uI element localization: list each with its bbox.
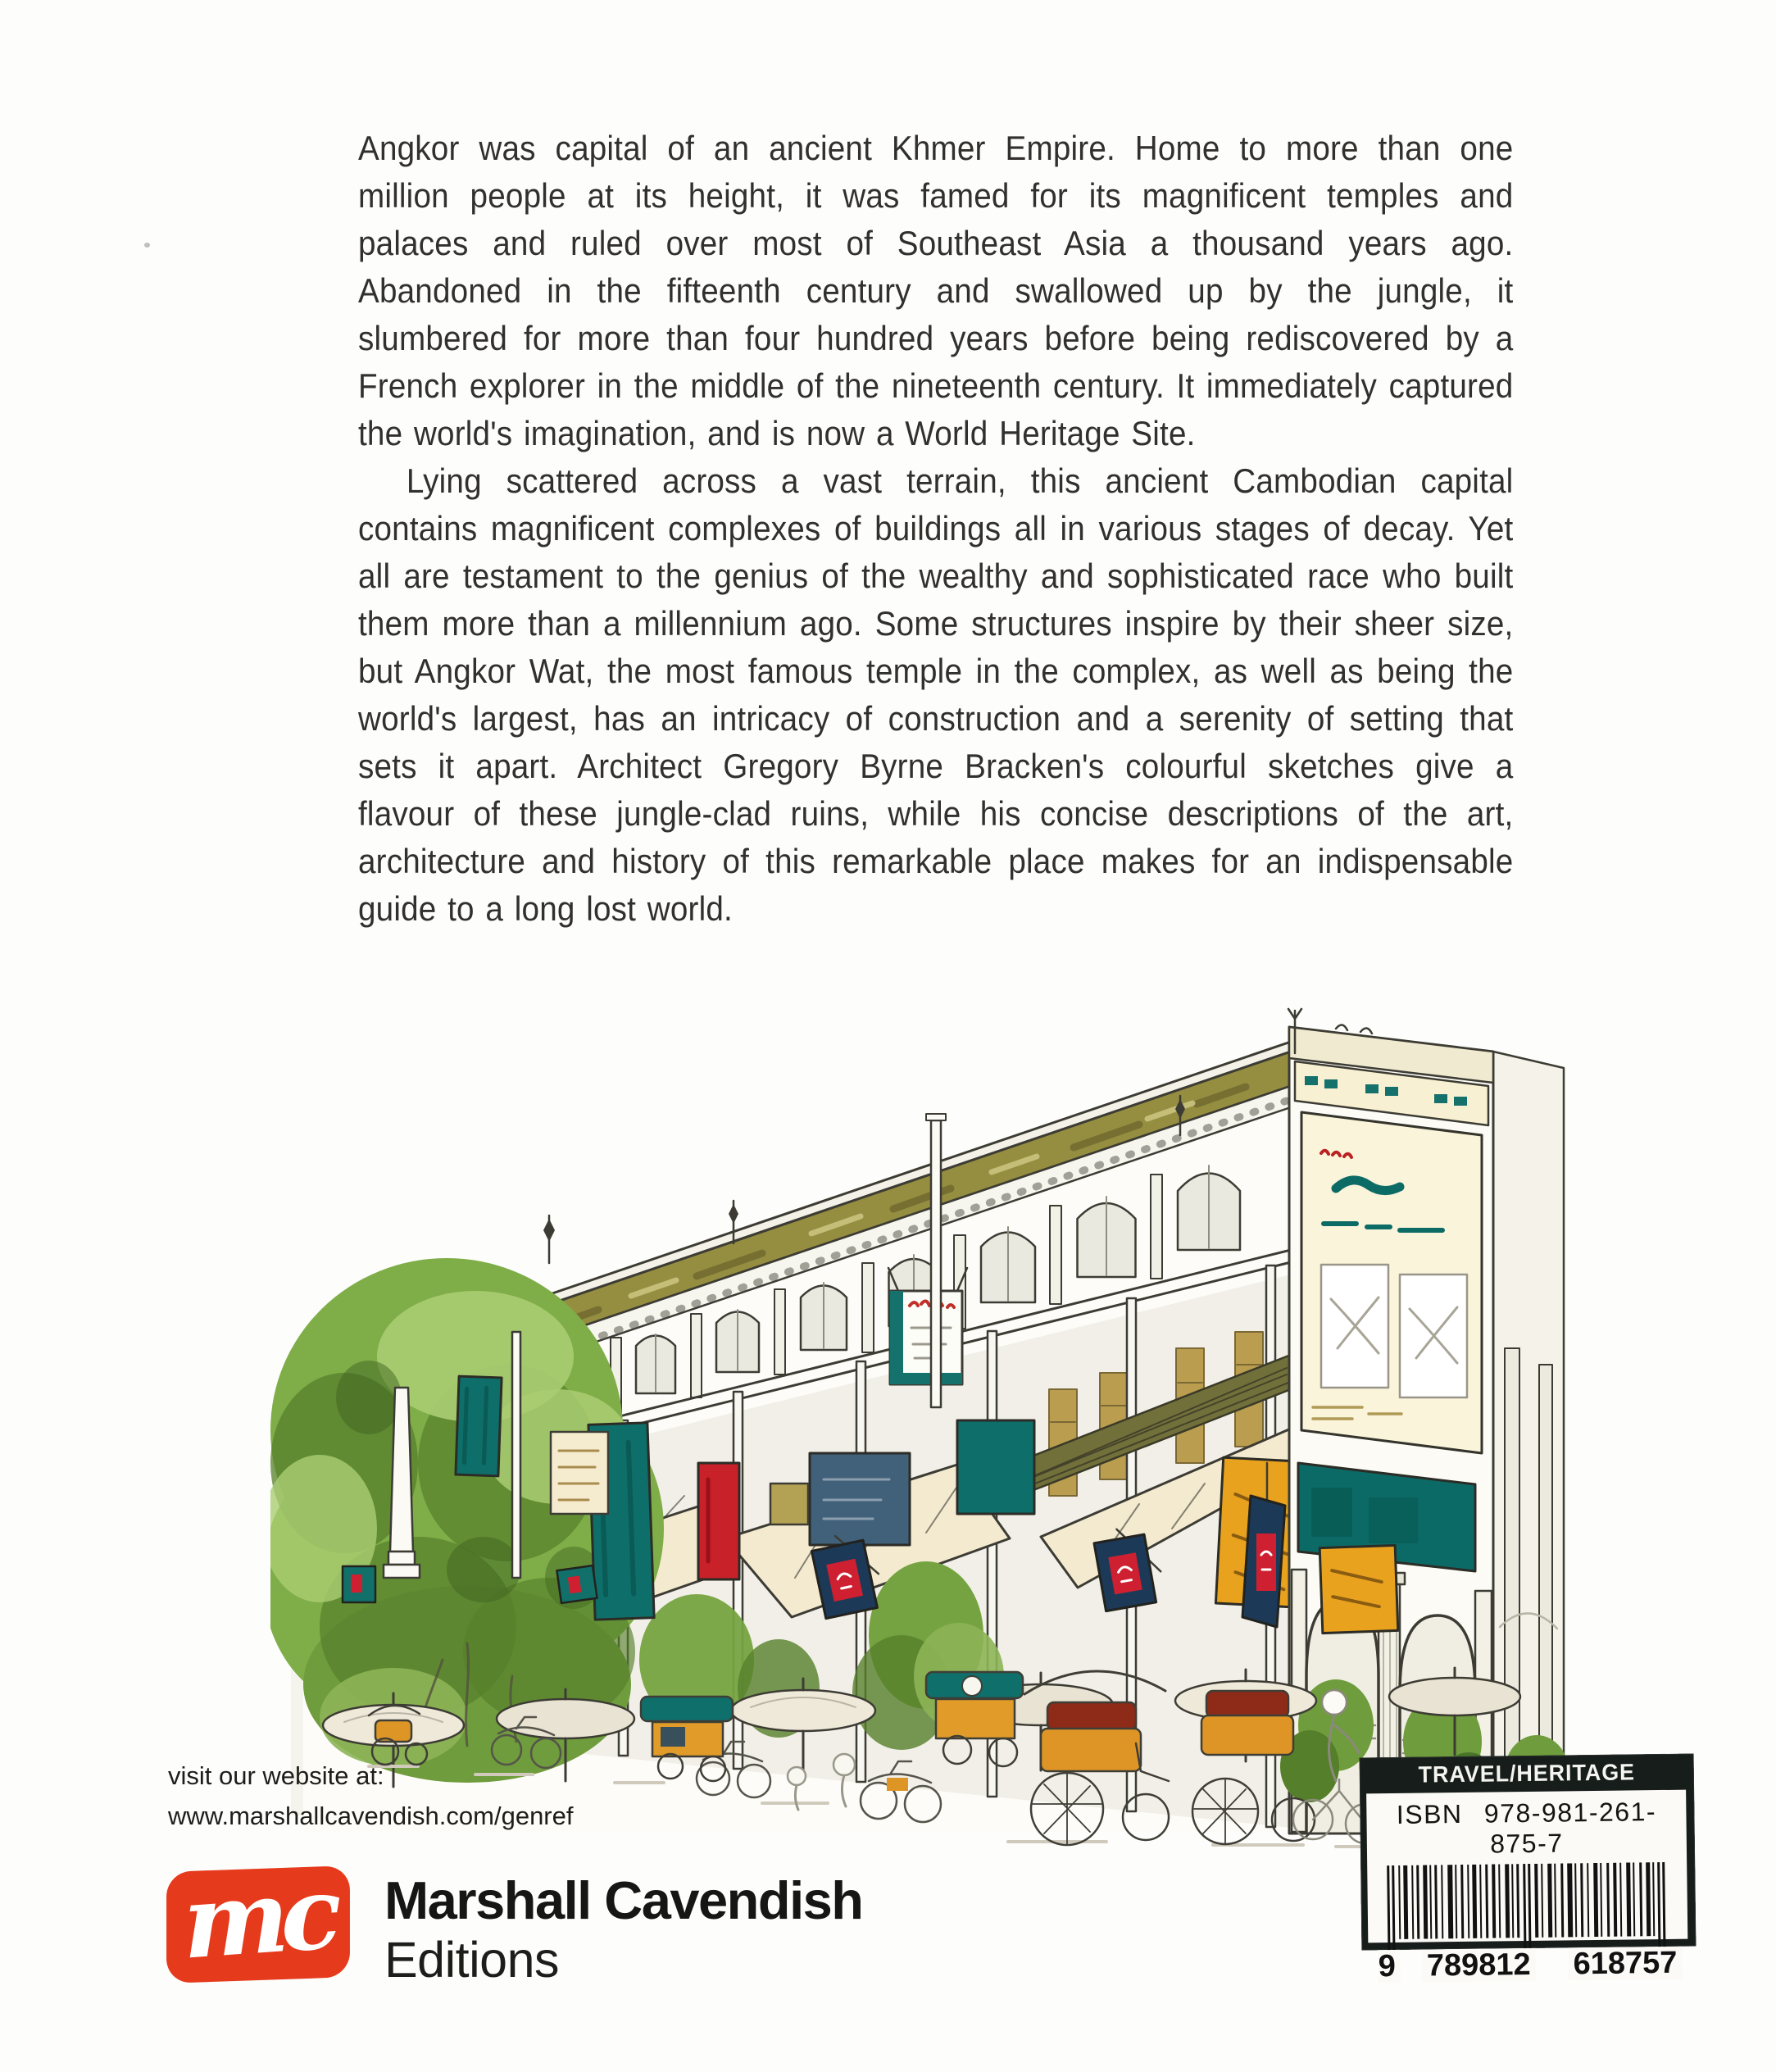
flag-small	[556, 1565, 597, 1603]
barcode-digits	[1376, 1947, 1679, 1983]
digit-group-1: 789812	[1422, 1948, 1536, 1983]
publisher-monogram: mc	[180, 1853, 336, 1982]
isbn-label	[1360, 1754, 1697, 1984]
isbn-box	[1366, 1790, 1687, 1984]
synopsis-paragraph-1: Angkor was capital of an ancient Khmer Empire. Home to more than one million people at its height, it was famed for its magnificent temples and palaces and ruled over most of Southeast Asia a thousand years ago. Abandoned in the fifteenth century and swallowed up by the jungle, it slumbered for more than four hundred years before being rediscovered by a French explorer in the middle of the nineteenth century. It immediately captured the world's imagination, and is now a World Heritage Site.	[358, 129, 1514, 452]
publisher-name: Marshall Cavendish	[384, 1870, 863, 1930]
publisher-block	[166, 1853, 863, 1988]
website-label: visit our website at:	[168, 1761, 384, 1790]
street-sketch-svg	[270, 1004, 1574, 1848]
isbn-number: ISBN 978-981-261-875-7	[1396, 1797, 1657, 1859]
barcode	[1375, 1862, 1680, 1983]
digit-group-2: 618757	[1568, 1947, 1682, 1981]
scan-speck	[144, 243, 150, 248]
synopsis-text	[358, 125, 1513, 933]
website-note	[168, 1756, 574, 1836]
website-url: www.marshallcavendish.com/genref	[168, 1802, 574, 1830]
corner-building	[1280, 1009, 1569, 1840]
digit-lead: 9	[1378, 1950, 1401, 1983]
publisher-logo	[166, 1853, 350, 1983]
synopsis-paragraph-2: Lying scattered across a vast terrain, this ancient Cambodian capital contains magnificent complexes of buildings all in various stages of decay. Yet all are testament to the genius of the wealthy and sophisticated race who built them more than a millennium ago. Some structures inspire by their sheer size, but Angkor Wat, the most famous temple in the complex, as well as being the world's largest, has an intricacy of construction and a serenity of setting that sets it apart. Architect Gregory Byrne Bracken's colourful sketches give a flavour of these jungle-clad ruins, while his concise descriptions of the art, architecture and history of this remarkable place makes for an indispensable guide to a long lost world.	[358, 461, 1514, 928]
publisher-imprint: Editions	[384, 1932, 560, 1988]
category-band: TRAVEL/HERITAGE	[1418, 1759, 1636, 1788]
flag-small	[343, 1566, 375, 1602]
street-sketch-illustration	[270, 1004, 1574, 1848]
